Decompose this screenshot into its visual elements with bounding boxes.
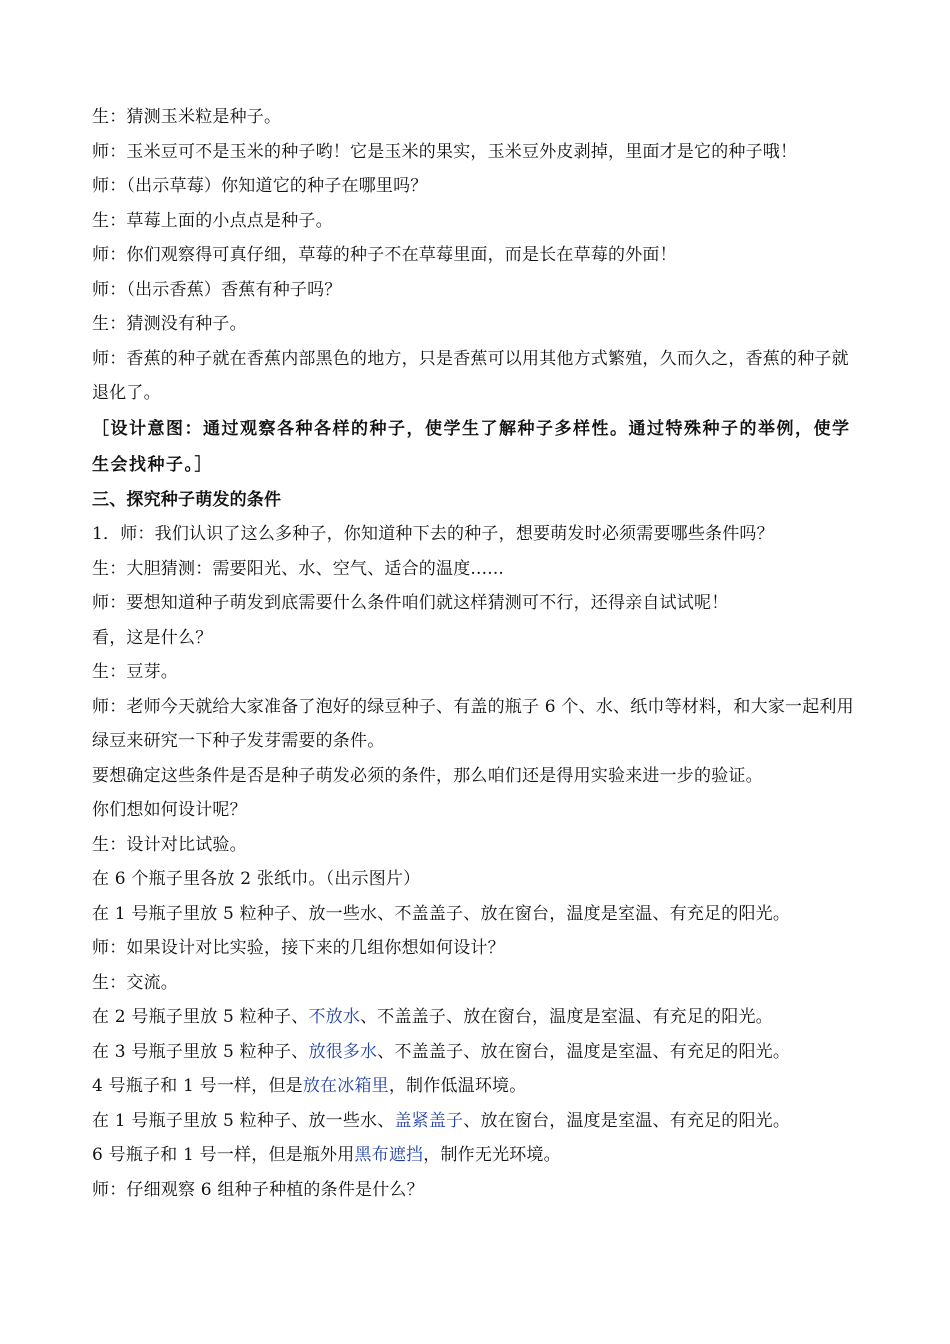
paragraph-line: 生：大胆猜测：需要阳光、水、空气、适合的温度...... <box>92 558 505 579</box>
paragraph-line: 生：设计对比试验。 <box>92 834 247 855</box>
bottle-5-line <box>92 1104 864 1139</box>
bottle-5-text-end: 、放在窗台，温度是室温、有充足的阳光。 <box>463 1110 791 1131</box>
bottle-6-highlight: 黑布遮挡 <box>354 1145 424 1165</box>
bottle-6-text: 6 号瓶子和 1 号一样，但是瓶外用 <box>92 1145 355 1165</box>
bottle-3-text-end: 、不盖盖子、放在窗台，温度是室温、有充足的阳光。 <box>377 1041 791 1062</box>
paragraph-line: 师：如果设计对比实验，接下来的几组你想如何设计？ <box>92 938 505 958</box>
paragraph-line: 在 1 号瓶子里放 5 粒种子、放一些水、不盖盖子、放在窗台，温度是室温、有充足的阳光。 <box>92 903 791 924</box>
bottle-2-text-end: 、不盖盖子、放在窗台，温度是室温、有充足的阳光。 <box>360 1007 773 1027</box>
bottle-5-highlight: 盖紧盖子 <box>394 1110 464 1131</box>
paragraph-line: 你们想如何设计呢？ <box>92 800 247 820</box>
paragraph-line: 生：猜测玉米粒是种子。 <box>92 107 282 127</box>
bottle-4-line <box>92 1069 864 1104</box>
design-intent-note: ［设计意图：通过观察各种各样的种子，使学生了解种子多样性。通过特殊种子的举例，使学生会找种子。］ <box>92 418 851 475</box>
bottle-4-highlight: 放在冰箱里 <box>302 1076 389 1096</box>
paragraph-line: 在 6 个瓶子里各放 2 张纸巾。（出示图片） <box>92 869 421 889</box>
paragraph-wrapped: 师：老师今天就给大家准备了泡好的绿豆种子、有盖的瓶子 6 个、水、纸巾等材料，和大家一起利用绿豆来研究一下种子发芽需要的条件。 <box>92 696 854 751</box>
paragraph-line: 1．师：我们认识了这么多种子，你知道种下去的种子，想要萌发时必须需要哪些条件吗？ <box>92 524 774 544</box>
paragraph-line: 师：（出示香蕉）香蕉有种子吗？ <box>92 279 342 300</box>
paragraph-line: 生：猜测没有种子。 <box>92 314 247 334</box>
paragraph-line: 生：交流。 <box>92 972 178 993</box>
bottle-3-text: 在 3 号瓶子里放 5 粒种子、 <box>92 1041 309 1062</box>
bottle-3-line <box>92 1035 864 1070</box>
paragraph-line: 师：仔细观察 6 组种子种植的条件是什么？ <box>92 1179 424 1200</box>
bottle-2-line <box>92 1000 864 1035</box>
bottle-5-text: 在 1 号瓶子里放 5 粒种子、放一些水、 <box>92 1110 395 1131</box>
document-body <box>92 100 864 1207</box>
paragraph-wrapped: 师：香蕉的种子就在香蕉内部黑色的地方，只是香蕉可以用其他方式繁殖，久而久之，香蕉的种子就退化了。 <box>92 348 849 403</box>
bottle-6-text-end: ，制作无光环境。 <box>423 1145 561 1165</box>
paragraph-line: 师：要想知道种子萌发到底需要什么条件咱们就这样猜测可不行，还得亲自试试呢！ <box>92 593 729 613</box>
paragraph-line: 师：你们观察得可真仔细，草莓的种子不在草莓里面，而是长在草莓的外面！ <box>92 245 677 265</box>
paragraph-line: 师：玉米豆可不是玉米的种子哟！它是玉米的果实，玉米豆外皮剥掉，里面才是它的种子哦！ <box>92 141 798 162</box>
section-heading: 三、探究种子萌发的条件 <box>92 489 282 510</box>
bottle-3-highlight: 放很多水 <box>308 1041 378 1062</box>
paragraph-line: 看，这是什么？ <box>92 627 213 648</box>
paragraph-line: 师：（出示草莓）你知道它的种子在哪里吗？ <box>92 176 428 196</box>
paragraph-line: 生：草莓上面的小点点是种子。 <box>92 210 333 231</box>
bottle-2-text: 在 2 号瓶子里放 5 粒种子、 <box>92 1007 309 1027</box>
paragraph-line: 要想确定这些条件是否是种子萌发必须的条件，那么咱们还是得用实验来进一步的验证。 <box>92 765 763 786</box>
paragraph-line: 生：豆芽。 <box>92 662 178 682</box>
bottle-4-text: 4 号瓶子和 1 号一样，但是 <box>92 1076 303 1096</box>
bottle-4-text-end: ，制作低温环境。 <box>388 1076 527 1096</box>
bottle-2-highlight: 不放水 <box>308 1007 361 1027</box>
bottle-6-line <box>92 1138 864 1173</box>
